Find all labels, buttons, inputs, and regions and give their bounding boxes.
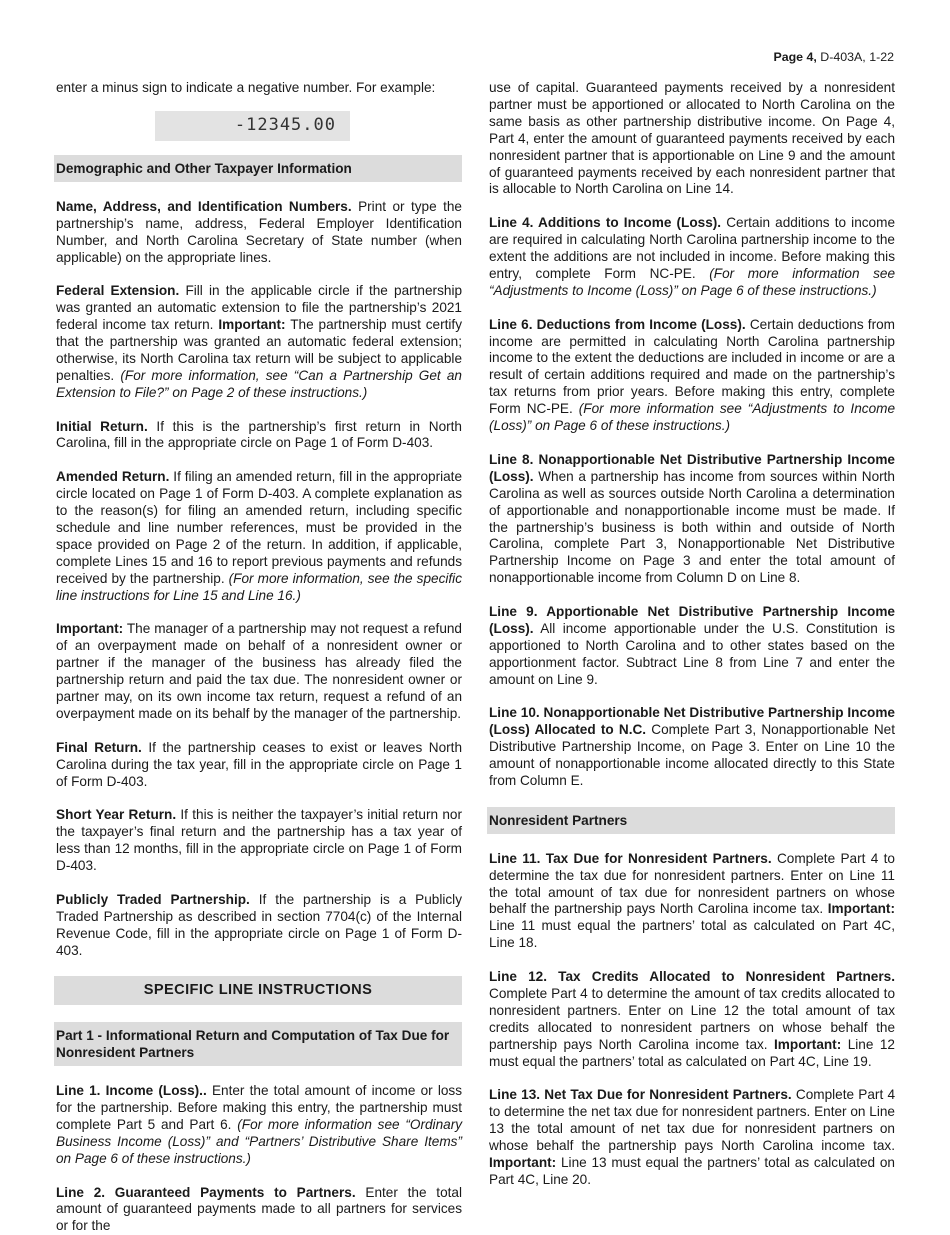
body-amended-return: If filing an amended return, fill in the appropriate circle located on Page 1 of Form D-403. A complete explanation as to the reason(s) for filing an amended return, including specific schedule and line number references, must be provided in the space provided on Page 2 of the return. In addition, if applicable, complete Lines 15 and 16 to report previous payments and refunds received by the partnership. — [56, 469, 463, 586]
heading-amended-return: Amended Return. — [56, 469, 170, 485]
body-line-13: Complete Part 4 to determine the net tax due for nonresident partners. Enter on Line 13 the total amount of net tax due for nonresident partners on whose behalf the partnership pays North Carolina income tax. — [489, 1087, 895, 1154]
paragraph-line-1 — [56, 1083, 462, 1168]
body-line-6: Certain deductions from income are permitted in calculating North Carolina partnership income to the extent the deductions are included in income or are a result of certain additions required and made on the partnership’s tax returns from prior years. Before making this entry, complete Form NC-PE. — [489, 316, 895, 417]
heading-final-return: Final Return. — [56, 739, 142, 755]
heading-initial-return: Initial Return. — [56, 418, 148, 434]
body-federal-extension: Fill in the applicable circle if the partnership was granted an automatic extension to file the partnership’s 2021 federal income tax return. — [56, 283, 463, 333]
body-line-12-2: Line 12 must equal the partners’ total as calculated on Part 4C, Line 19. — [489, 1036, 895, 1069]
body-name-address: Print or type the partnership’s name, address, Federal Employer Identification Number, and North Carolina Secretary of State number (when applicable) on the appropriate lines. — [56, 198, 462, 265]
note-line-4: (For more information see “Adjustments to Income (Loss)” on Page 6 of these instructions.) — [489, 265, 895, 298]
section-nonresident-partners: Nonresident Partners — [487, 807, 895, 834]
body-line-8: When a partnership has income from sources within North Carolina as well as sources outside North Carolina a determination of apportionable and nonapportionable income must be made. If the partnership’s business is both within and outside of North Carolina, complete Part 3, Nonapportionable Net Distributive Partnership Income on Page 3 and enter the total amount of nonapportionable income from Column D on Line 8. — [489, 468, 895, 586]
heading-short-year: Short Year Return. — [56, 807, 177, 823]
paragraph-line-12 — [489, 969, 895, 1070]
body-initial-return: If this is the partnership’s first return in North Carolina, fill in the appropriate circle on Page 1 of Form D-403. — [56, 418, 462, 451]
important-label: Important: — [218, 317, 286, 333]
body-line-13-2: Line 13 must equal the partners’ total as calculated on Part 4C, Line 20. — [489, 1155, 895, 1187]
right-column — [489, 80, 895, 1189]
paragraph-short-year — [56, 807, 462, 875]
body-publicly-traded: If the partnership is a Publicly Traded Partnership as described in section 7704(c) of the Internal Revenue Code, fill in the appropriate circle on Page 1 of Form D-403. — [56, 891, 463, 958]
heading-line-1: Line 1. Income (Loss).. — [56, 1083, 207, 1099]
body-line-9: All income apportionable under the U.S. Constitution is apportioned to North Carolina and to other states based on the apportionment factor. Subtract Line 8 from Line 7 and enter the amount on Line 9. — [489, 620, 895, 687]
paragraph-line-2 — [56, 1185, 462, 1235]
paragraph-final-return — [56, 740, 462, 791]
body-federal-extension-2: The partnership must certify that the partnership was granted an automatic federal extension; otherwise, its North Carolina tax return will be subject to applicable penalties. — [56, 317, 463, 383]
heading-line-12: Line 12. Tax Credits Allocated to Nonresident Partners. — [489, 969, 895, 985]
body-line-4: Certain additions to income are required in calculating North Carolina partnership income to the extent the additions are not included in income. Before making this entry, complete Form NC-PE. — [489, 215, 896, 281]
heading-line-4: Line 4. Additions to Income (Loss). — [489, 215, 722, 231]
body-important: The manager of a partnership may not request a refund of an overpayment made on behalf of a nonresident owner or partner if the manager of the business has already filed the partnership return and paid the tax due. The nonresident owner or partner may, on its own income tax return, request a refund of an overpayment made on its behalf by the manager of the partnership. — [56, 621, 462, 721]
note-line-6: (For more information see “Adjustments to Income (Loss)” on Page 6 of these instructions.) — [489, 401, 896, 434]
heading-line-8: Line 8. Nonapportionable Net Distributive Partnership Income (Loss). — [489, 451, 895, 484]
section-demographic: Demographic and Other Taxpayer Information — [54, 155, 462, 182]
note-federal-extension: (For more information, see “Can a Partnership Get an Extension to File?” on Page 2 of these instructions.) — [56, 367, 462, 400]
heading-line-11: Line 11. Tax Due for Nonresident Partners. — [489, 850, 772, 866]
intro-text: enter a minus sign to indicate a negative number. For example: — [56, 80, 436, 95]
note-amended-return: (For more information, see the specific line instructions for Line 15 and Line 16.) — [56, 570, 462, 603]
body-final-return: If the partnership ceases to exist or leaves North Carolina during the tax year, fill in the appropriate circle on Page 1 of Form D-403. — [56, 739, 463, 789]
body-line-2: Enter the total amount of guaranteed payments made to all partners for services or for the — [56, 1184, 462, 1234]
heading-line-2: Line 2. Guaranteed Payments to Partners. — [56, 1184, 356, 1200]
heading-line-6: Line 6. Deductions from Income (Loss). — [489, 316, 746, 332]
important-label-line-11: Important: — [827, 901, 895, 917]
heading-line-9: Line 9. Apportionable Net Distributive Partnership Income (Loss). — [489, 604, 895, 636]
paragraph-line-9 — [489, 604, 895, 689]
section-part-1: Part 1 - Informational Return and Computation of Tax Due for Nonresident Partners — [54, 1022, 462, 1066]
heading-important: Important: — [56, 621, 124, 637]
paragraph-amended-return — [56, 469, 462, 604]
body-line-11-2: Line 11 must equal the partners’ total as calculated on Part 4C, Line 18. — [489, 918, 895, 951]
body-line-1: Enter the total amount of income or loss for the partnership. Before making this entry, the partnership must complete Part 5 and Part 6. — [56, 1083, 463, 1132]
paragraph-federal-extension — [56, 283, 462, 401]
heading-publicly-traded: Publicly Traded Partnership. — [56, 891, 250, 907]
paragraph-line-2-continued: use of capital. Guaranteed payments received by a nonresident partner must be apportioned or allocated to North Carolina on the same basis as other partnership distributive income. On Page 4, Part 4, enter the amount of guaranteed payments received by each nonresident partner that is apportionable on Line 9 and the amount of guaranteed payments received by each nonresident partner that is allocable to North Carolina on Line 14. — [489, 80, 895, 197]
form-code: D-403A, 1-22 — [820, 50, 894, 64]
page-header — [773, 50, 894, 64]
left-column — [56, 80, 462, 1235]
page-label: Page 4, — [773, 50, 817, 64]
body-short-year: If this is neither the taxpayer’s initial return nor the taxpayer’s final return and the partnership has a tax year of less than 12 months, fill in the appropriate circle on Page 1 of Form D-403. — [56, 807, 462, 874]
paragraph-line-13 — [489, 1087, 895, 1188]
paragraph-important — [56, 621, 462, 722]
paragraph-name-address — [56, 199, 462, 267]
heading-line-13: Line 13. Net Tax Due for Nonresident Partners. — [489, 1087, 792, 1103]
heading-federal-extension: Federal Extension. — [56, 283, 180, 299]
paragraph-line-8 — [489, 452, 895, 587]
important-label-line-13: Important: — [489, 1155, 557, 1171]
paragraph-line-10 — [489, 705, 895, 790]
body-line-11: Complete Part 4 to determine the tax due for nonresident partners. Enter on Line 11 the total amount of tax due for nonresident partners on whose behalf the partnership pays North Carolina income tax. — [489, 850, 895, 917]
paragraph-line-6 — [489, 317, 895, 435]
important-label-line-12: Important: — [774, 1036, 842, 1052]
section-specific-line-instructions: SPECIFIC LINE INSTRUCTIONS — [54, 976, 462, 1005]
negative-number-example: -12345.00 — [155, 111, 350, 141]
heading-line-10: Line 10. Nonapportionable Net Distributive Partnership Income (Loss) Allocated to N.C. — [489, 705, 895, 738]
paragraph-line-11 — [489, 851, 895, 952]
body-line-10: Complete Part 3, Nonapportionable Net Distributive Partnership Income, on Page 3. Enter on Line 10 the amount of nonapportionable income allocated directly to this State from Column E. — [489, 722, 895, 789]
heading-name-address: Name, Address, and Identification Numbers. — [56, 198, 352, 214]
paragraph-initial-return — [56, 419, 462, 453]
body-line-12: Complete Part 4 to determine the amount of tax credits allocated to nonresident partners. Enter on Line 12 the total amount of tax credits allocated to nonresident partners on whose behalf the partnership pays North Carolina income tax. — [489, 986, 895, 1052]
note-line-1: (For more information see “Ordinary Business Income (Loss)” and “Partners’ Distributive Share Items” on Page 6 of these instructions.) — [56, 1116, 463, 1166]
paragraph-publicly-traded — [56, 892, 462, 960]
paragraph-line-4 — [489, 215, 895, 300]
